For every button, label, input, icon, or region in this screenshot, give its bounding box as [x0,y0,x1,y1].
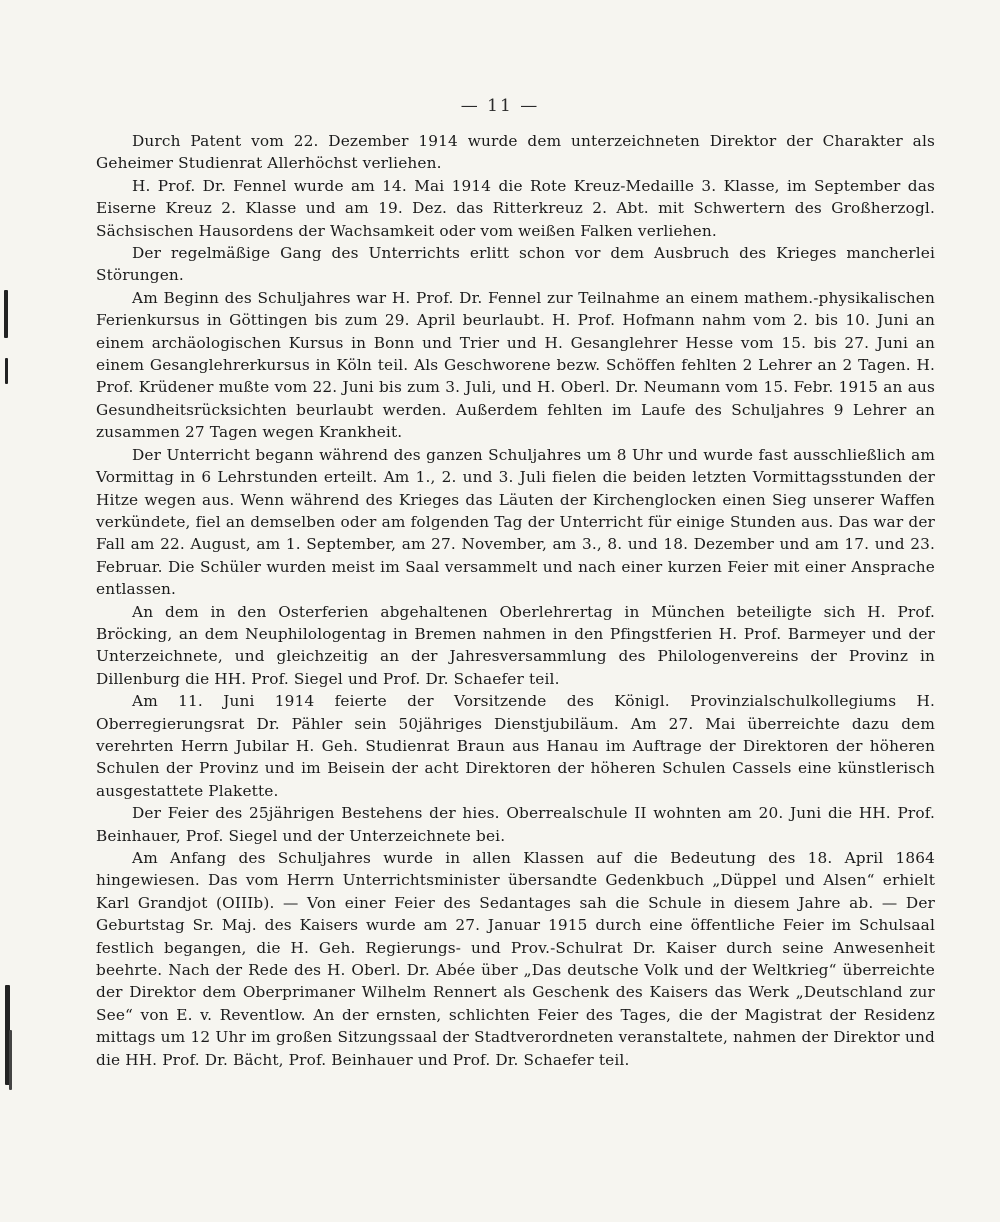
paragraph-anniversary: Der Feier des 25jährigen Bestehens der hies. Oberrealschule II wohnten am 20. Juni die HH. Prof. Beinhauer, Prof. Siegel und der Unterzeichnete bei. [96,804,935,845]
paragraph-fennel-awards: H. Prof. Dr. Fennel wurde am 14. Mai 1914 die Rote Kreuz-Medaille 3. Klasse, im September das Eiserne Kreuz 2. Klasse und am 19. Dez. das Ritterkreuz 2. Abt. mit Schwertern des Großherzogl. Sächsischen Hausordens der Wachsamkeit oder vom weißen Falken verliehen. [96,176,935,240]
paragraph-schedule: Der Unterricht begann während des ganzen Schuljahres um 8 Uhr und wurde fast ausschließlich am Vormittag in 6 Lehrstunden erteilt. Am 1., 2. und 3. Juli fielen die beiden letzten Vormittagsstunden der Hitze wegen aus. Wenn während des Krieges das Läuten der Kirchenglocken einen Sieg unserer Waffen verkündete, fiel an demselben oder am folgenden Tag der Unterricht für einige Stunden aus. Das war der Fall am 22. August, am 1. September, am 27. November, am 3., 8. und 18. Dezember und am 17. und 23. Februar. Die Schüler wurden meist im Saal versammelt und nach einer kurzen Feier mit einer Ansprache entlassen. [96,445,935,599]
page-number: — 11 — [460,96,540,116]
paragraph-leaves: Am Beginn des Schuljahres war H. Prof. Dr. Fennel zur Teilnahme an einem mathem.-physikalischen Ferienkursus in Göttingen bis zum 29. April beurlaubt. H. Prof. Hofmann nahm vom 2. bis 10. Juni an einem archäologischen Kursus in Bonn und Trier und H. Gesanglehrer Hesse vom 15. bis 27. Juni an einem Gesanglehrerkursus in Köln teil. Als Geschworene bezw. Schöffen fehlten 2 Lehrer an 2 Tagen. H. Prof. Krüdener mußte vom 22. Juni bis zum 3. Juli, und H. Oberl. Dr. Neumann vom 15. Febr. 1915 an aus Gesundheitsrücksichten beurlaubt werden. Außerdem fehlten im Laufe des Schuljahres 9 Lehrer an zusammen 27 Tagen wegen Krankheit. [96,288,935,442]
paragraph-patent: Durch Patent vom 22. Dezember 1914 wurde dem unterzeichneten Direktor der Charakter als Geheimer Studienrat Allerhöchst verliehen. [96,132,935,173]
body-text [96,130,935,1071]
binding-mark [4,290,8,338]
paragraph-conferences: An dem in den Osterferien abgehaltenen Oberlehrertag in München beteiligte sich H. Prof. Bröcking, an dem Neuphilologentag in Bremen nahmen in den Pfingstferien H. Prof. Barmeyer und der Unterzeichnete, und gleichzeitig an der Jahresversammlung des Philologenvereins der Provinz in Dillenburg die HH. Prof. Siegel und Prof. Dr. Schaefer teil. [96,602,935,688]
binding-mark [5,358,8,384]
paragraph-jubilee: Am 11. Juni 1914 feierte der Vorsitzende des Königl. Provinzialschulkollegiums H. Oberregierungsrat Dr. Pähler sein 50jähriges Dienstjubiläum. Am 27. Mai überreichte dazu dem verehrten Herrn Jubilar H. Geh. Studienrat Braun aus Hanau im Auftrage der Direktoren der höheren Schulen der Provinz und im Beisein der acht Direktoren der höheren Schulen Cassels eine künstlerisch ausgestattete Plakette. [96,692,935,800]
paragraph-celebrations: Am Anfang des Schuljahres wurde in allen Klassen auf die Bedeutung des 18. April 1864 hingewiesen. Das vom Herrn Unterrichtsminister übersandte Gedenkbuch „Düppel und Alsen“ erhielt Karl Grandjot (OIIIb). — Von einer Feier des Sedantages sah die Schule in diesem Jahre ab. — Der Geburtstag Sr. Maj. des Kaisers wurde am 27. Januar 1915 durch eine öffentliche Feier im Schulsaal festlich begangen, die H. Geh. Regierungs- und Prov.-Schulrat Dr. Kaiser durch seine Anwesenheit beehrte. Nach der Rede des H. Oberl. Dr. Abée über „Das deutsche Volk und der Weltkrieg“ überreichte der Direktor dem Oberprimaner Wilhelm Rennert als Geschenk des Kaisers das Werk „Deutschland zur See“ von E. v. Reventlow. An der ernsten, schlichten Feier des Tages, die der Magistrat der Residenz mittags um 12 Uhr im großen Sitzungssaal der Stadtverordneten veranstaltete, nahmen der Direktor und die HH. Prof. Dr. Bächt, Prof. Beinhauer und Prof. Dr. Schaefer teil. [96,849,935,1069]
paragraph-disruptions: Der regelmäßige Gang des Unterrichts erlitt schon vor dem Ausbruch des Krieges mancherlei Störungen. [96,244,935,285]
binding-mark [9,1030,12,1090]
